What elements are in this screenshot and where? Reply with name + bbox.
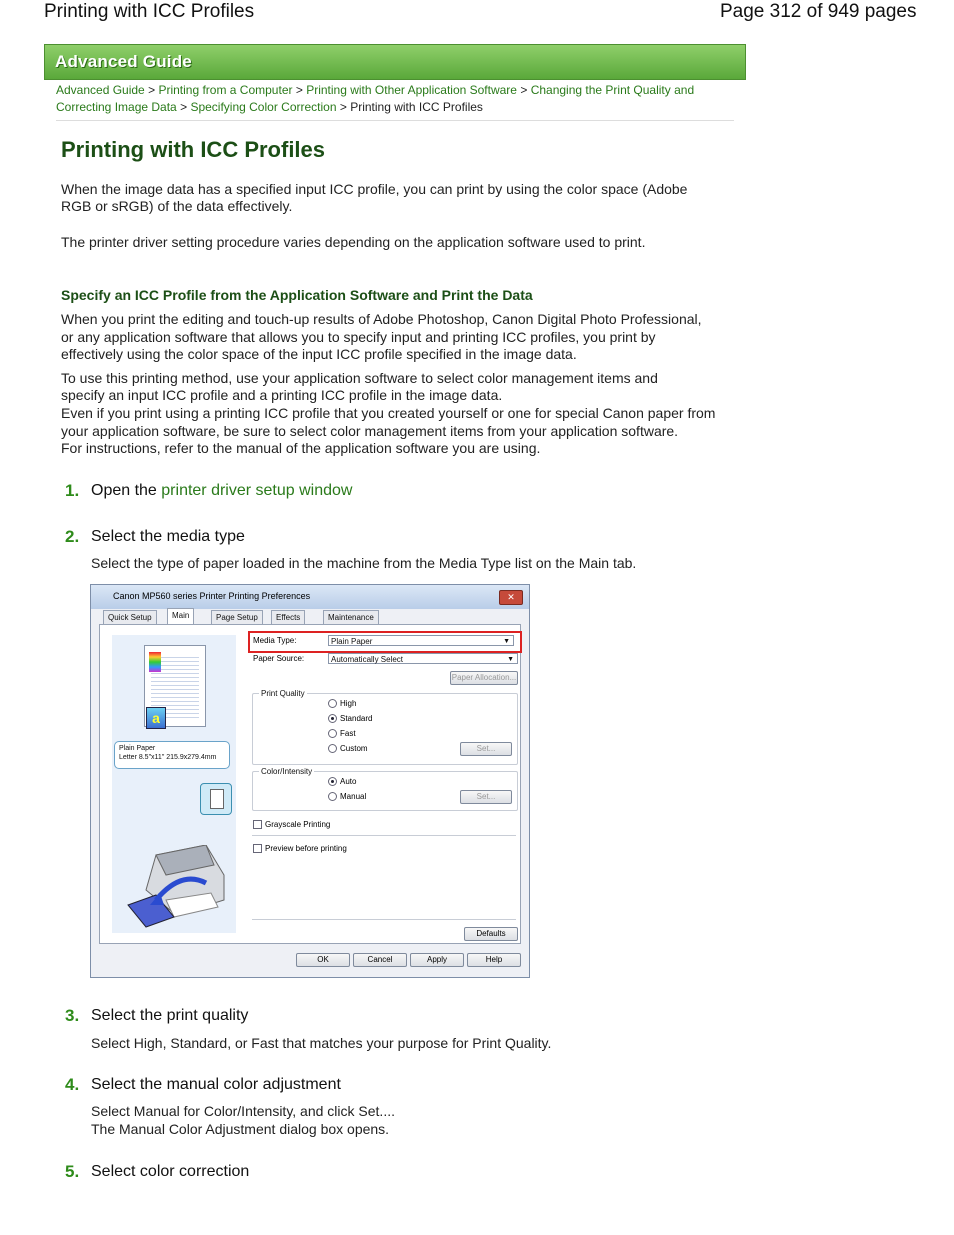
- chevron-down-icon: ▼: [503, 638, 510, 645]
- ok-button[interactable]: OK: [296, 953, 350, 967]
- printer-driver-setup-link[interactable]: printer driver setup window: [161, 482, 353, 499]
- cancel-button[interactable]: Cancel: [353, 953, 407, 967]
- defaults-button[interactable]: Defaults: [464, 927, 518, 941]
- paper-source-select[interactable]: [328, 653, 518, 664]
- breadcrumb-link[interactable]: Advanced Guide: [56, 83, 145, 97]
- paragraph-line: specify an input ICC profile and a printing ICC profile in the image data.: [61, 387, 503, 403]
- paper-info-box: [114, 741, 230, 769]
- step-title: Select the print quality: [91, 1007, 249, 1024]
- radio-high-label: High: [340, 699, 357, 708]
- help-button[interactable]: Help: [467, 953, 521, 967]
- color-image-icon: [149, 652, 161, 672]
- breadcrumb: [56, 83, 694, 97]
- section-heading: Specify an ICC Profile from the Application Software and Print the Data: [61, 287, 533, 303]
- divider: [252, 835, 516, 836]
- radio-fast[interactable]: [328, 729, 337, 738]
- page-title: Printing with ICC Profiles: [61, 137, 326, 162]
- tab-main[interactable]: Main: [167, 608, 194, 625]
- intro-line: When the image data has a specified input ICC profile, you can print by using the color space (Adobe: [61, 181, 688, 197]
- step-title: Select the media type: [91, 528, 245, 545]
- step-body: Select High, Standard, or Fast that matches your purpose for Print Quality.: [91, 1035, 552, 1051]
- close-icon[interactable]: ✕: [499, 590, 523, 605]
- radio-custom[interactable]: [328, 744, 337, 753]
- step-number: 4.: [65, 1075, 80, 1094]
- step-title: [91, 482, 352, 500]
- radio-custom-label: Custom: [340, 744, 368, 753]
- media-type-select[interactable]: [328, 635, 514, 646]
- breadcrumb-line-2: [56, 100, 483, 114]
- paper-source-value: Automatically Select: [331, 655, 404, 664]
- page-counter: Page 312 of 949 pages: [720, 1, 917, 22]
- paper-allocation-button[interactable]: Paper Allocation...: [450, 671, 518, 685]
- dialog-titlebar: [91, 585, 529, 609]
- breadcrumb-link[interactable]: Printing with Other Application Software: [306, 83, 517, 97]
- radio-standard-label: Standard: [340, 714, 373, 723]
- breadcrumb-link[interactable]: Changing the Print Quality and: [530, 83, 695, 97]
- media-type-label: Media Type:: [253, 636, 297, 645]
- main-tab-panel: [99, 624, 521, 944]
- step-body: Select the type of paper loaded in the machine from the Media Type list on the Main tab.: [91, 555, 637, 571]
- step-number: 3.: [65, 1006, 80, 1025]
- step-body: Select Manual for Color/Intensity, and click Set....: [91, 1103, 395, 1119]
- print-quality-caption: Print Quality: [261, 689, 305, 698]
- banner-label: Advanced Guide: [55, 52, 192, 71]
- step-title: Select color correction: [91, 1163, 250, 1180]
- grayscale-label: Grayscale Printing: [265, 820, 331, 829]
- radio-auto[interactable]: [328, 777, 337, 786]
- sheet-icon: [210, 789, 224, 809]
- paragraph-line: When you print the editing and touch-up results of Adobe Photoshop, Canon Digital Photo Professional,: [61, 311, 702, 327]
- intro-line: RGB or sRGB) of the data effectively.: [61, 198, 293, 214]
- breadcrumb-separator: >: [180, 100, 188, 114]
- breadcrumb-separator: >: [148, 83, 156, 97]
- breadcrumb-separator: >: [295, 83, 303, 97]
- radio-high[interactable]: [328, 699, 337, 708]
- dialog-title: Canon MP560 series Printer Printing Preferences: [113, 591, 311, 601]
- step-number: 1.: [65, 481, 80, 500]
- tab-maintenance[interactable]: Maintenance: [323, 610, 379, 625]
- radio-fast-label: Fast: [340, 729, 356, 738]
- preview-area: [112, 635, 236, 933]
- step-title: Select the manual color adjustment: [91, 1076, 341, 1093]
- step-body: The Manual Color Adjustment dialog box opens.: [91, 1121, 390, 1137]
- printing-preferences-dialog: [90, 584, 530, 978]
- grayscale-checkbox[interactable]: [253, 820, 262, 829]
- step-number: 5.: [65, 1162, 80, 1181]
- paragraph-line: or any application software that allows you to specify input and printing ICC profiles, you print by: [61, 329, 656, 345]
- divider: [56, 120, 734, 121]
- breadcrumb-link[interactable]: Correcting Image Data: [56, 100, 177, 114]
- apply-button[interactable]: Apply: [410, 953, 464, 967]
- intro-paragraph: The printer driver setting procedure varies depending on the application software used to print.: [61, 234, 646, 250]
- chevron-down-icon: ▼: [507, 656, 514, 663]
- step-number: 2.: [65, 527, 80, 546]
- quality-set-button[interactable]: Set...: [460, 742, 512, 756]
- advanced-guide-banner: [44, 44, 746, 80]
- tab-effects[interactable]: Effects: [271, 610, 305, 625]
- paragraph-line: your application software, be sure to select color management items from your application software.: [61, 423, 679, 439]
- media-type-value: Plain Paper: [331, 637, 373, 646]
- breadcrumb-separator: >: [339, 100, 347, 114]
- divider: [252, 919, 516, 920]
- tab-page-setup[interactable]: Page Setup: [211, 610, 263, 625]
- radio-manual[interactable]: [328, 792, 337, 801]
- paragraph-line: To use this printing method, use your application software to select color management items and: [61, 370, 658, 386]
- breadcrumb-separator: >: [520, 83, 528, 97]
- radio-auto-label: Auto: [340, 777, 357, 786]
- breadcrumb-link[interactable]: Printing from a Computer: [158, 83, 293, 97]
- breadcrumb-current: Printing with ICC Profiles: [350, 100, 483, 114]
- breadcrumb-link[interactable]: Specifying Color Correction: [190, 100, 337, 114]
- paragraph-line: Even if you print using a printing ICC profile that you created yourself or one for special Canon paper from: [61, 405, 716, 421]
- color-intensity-caption: Color/Intensity: [261, 767, 313, 776]
- document-header-title: Printing with ICC Profiles: [44, 1, 255, 22]
- step-title-text: Open the: [91, 482, 162, 499]
- printer-illustration-icon: [126, 845, 226, 931]
- preview-checkbox[interactable]: [253, 844, 262, 853]
- paper-info-size: Letter 8.5"x11" 215.9x279.4mm: [119, 754, 217, 761]
- paper-source-button[interactable]: [200, 783, 232, 815]
- radio-manual-label: Manual: [340, 792, 367, 801]
- paragraph-line: effectively using the color space of the input ICC profile specified in the image data.: [61, 346, 577, 362]
- paper-source-label: Paper Source:: [253, 654, 305, 663]
- color-set-button[interactable]: Set...: [460, 790, 512, 804]
- tab-quick-setup[interactable]: Quick Setup: [103, 610, 157, 625]
- quality-icon: a: [146, 707, 166, 729]
- radio-standard[interactable]: [328, 714, 337, 723]
- preview-label: Preview before printing: [265, 844, 347, 853]
- paragraph-line: For instructions, refer to the manual of the application software you are using.: [61, 440, 541, 456]
- paper-info-media: Plain Paper: [119, 745, 156, 752]
